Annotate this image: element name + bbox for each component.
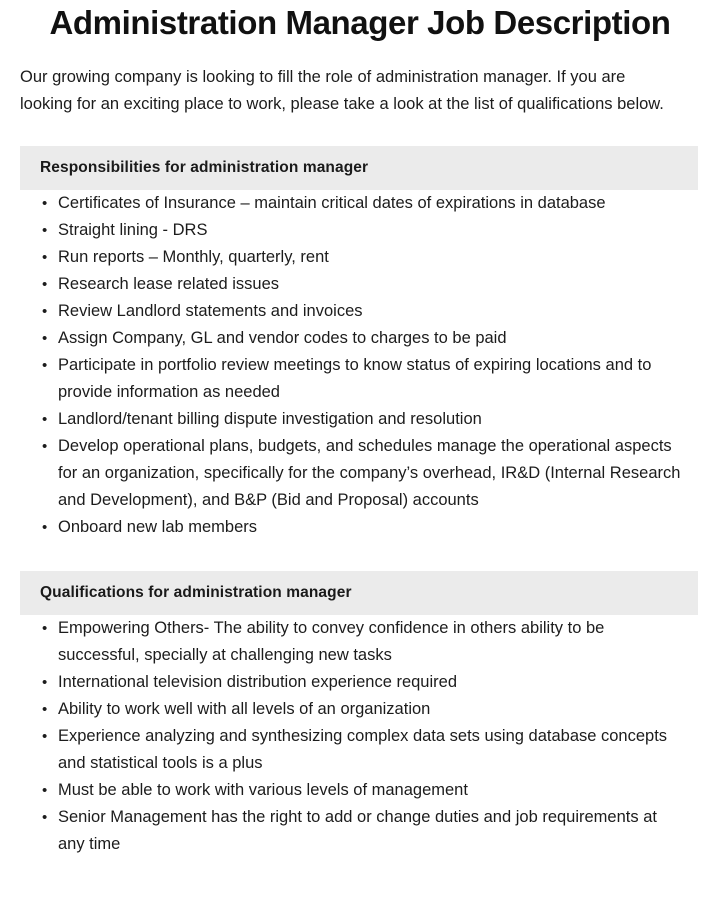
list-item: • Research lease related issues bbox=[0, 271, 720, 298]
list-item: • Certificates of Insurance – maintain critical dates of expirations in database bbox=[0, 190, 720, 217]
intro-paragraph: Our growing company is looking to fill the role of administration manager. If you are looking for an exciting place to work, please take a look at the list of qualifications below. bbox=[20, 67, 664, 113]
list-item: • Straight lining - DRS bbox=[0, 217, 720, 244]
section-qualifications bbox=[0, 571, 720, 858]
section-responsibilities bbox=[0, 146, 720, 541]
list-item: • Onboard new lab members bbox=[0, 514, 720, 541]
list-item: • Must be able to work with various levels of management bbox=[0, 777, 720, 804]
list-item: • Senior Management has the right to add or change duties and job requirements at any time bbox=[0, 804, 720, 858]
list-item: • International television distribution experience required bbox=[0, 669, 720, 696]
list-item: • Run reports – Monthly, quarterly, rent bbox=[0, 244, 720, 271]
section-heading-qualifications: Qualifications for administration manager bbox=[20, 571, 698, 615]
list-item: • Assign Company, GL and vendor codes to charges to be paid bbox=[0, 325, 720, 352]
list-item: • Participate in portfolio review meetings to know status of expiring locations and to provide information as needed bbox=[0, 352, 720, 406]
list-item: • Landlord/tenant billing dispute investigation and resolution bbox=[0, 406, 720, 433]
responsibilities-list bbox=[0, 190, 720, 541]
qualifications-list bbox=[0, 615, 720, 858]
list-item: • Experience analyzing and synthesizing complex data sets using database concepts and statistical tools is a plus bbox=[0, 723, 720, 777]
list-item: • Empowering Others- The ability to convey confidence in others ability to be successful, specially at challenging new tasks bbox=[0, 615, 720, 669]
page-title: Administration Manager Job Description bbox=[49, 4, 671, 41]
list-item: • Review Landlord statements and invoices bbox=[0, 298, 720, 325]
section-heading-responsibilities: Responsibilities for administration manager bbox=[20, 146, 698, 190]
list-item: • Ability to work well with all levels of an organization bbox=[0, 696, 720, 723]
list-item: • Develop operational plans, budgets, and schedules manage the operational aspects for an organization, specifically for the company’s overhead, IR&D (Internal Research and Development), and B&P (Bid and Proposal) accounts bbox=[0, 433, 720, 514]
